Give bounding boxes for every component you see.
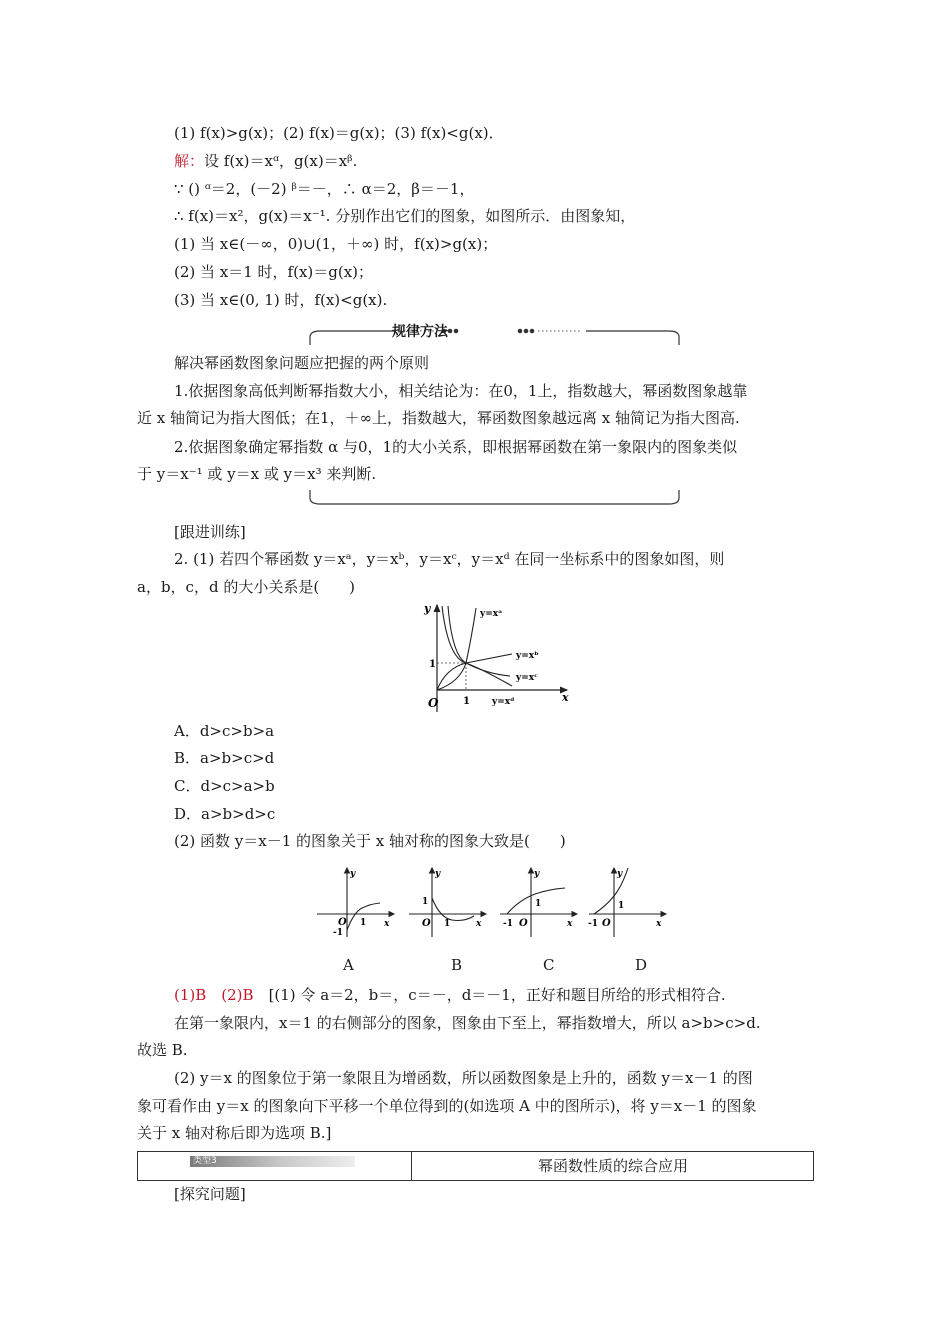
type-row-divider [411,1152,412,1180]
question-2: (2) 函数 y＝x－1 的图象关于 x 轴对称的图象大致是( ) [174,832,566,850]
fig1-label-d: y=xᵈ [492,697,515,707]
solution-line-1: (1) f(x)>g(x)；(2) f(x)＝g(x)；(3) f(x)<g(x)． [174,124,504,142]
graph-a [317,868,394,938]
answer-key: (1)B (2)B [174,986,254,1004]
graph-c-tick-neg1: -1 [503,919,513,929]
question-1b: a，b，c，d 的大小关系是( ) [137,578,356,596]
type-badge [190,1156,355,1167]
solution-line-6: (2) 当 x＝1 时，f(x)＝g(x)； [174,263,374,281]
question-1a: 2. (1) 若四个幂函数 y＝xᵃ，y＝xᵇ，y＝xᶜ，y＝xᵈ 在同一坐标系中的图象如图，则 [174,550,725,568]
method-box-title: 规律方法 [392,324,448,340]
method-point-1b: 近 x 轴简记为指大图低；在1，＋∞上，指数越大，幂函数图象越远离 x 轴简记为指大图高. [137,409,740,427]
fig1-y-axis: y [424,602,431,615]
option-a[interactable]: A．d>c>b>a [174,722,275,740]
graph-a-tick-1: 1 [360,918,367,928]
method-box-bottom-border [308,488,683,512]
type-header-row [137,1151,814,1181]
solution-line-4: ∴ f(x)＝x²，g(x)＝x⁻¹. 分别作出它们的图象，如图所示．由图象知， [174,207,636,225]
graph-a-x: x [384,919,390,929]
answer-line-2: 在第一象限内，x＝1 的右侧部分的图象，图象由下至上，幂指数增大，所以 a>b>c>d. [174,1014,761,1032]
graph-c-x: x [567,919,573,929]
type-badge-text: 类型3 [193,1156,217,1166]
graph-c-tick-1: 1 [535,899,542,909]
graph-c-y: y [534,869,540,879]
graph-d-x: x [656,919,662,929]
answer-line-3: 故选 B. [137,1041,188,1059]
method-box-top-border [308,323,683,347]
graph-d-tick-1: 1 [618,901,625,911]
fig1-label-b: y=xᵇ [516,651,539,661]
graph-b-y: y [435,869,441,879]
option-d[interactable]: D．a>b>d>c [174,805,276,823]
method-point-2a: 2.依据图象确定幂指数 α 与0，1的大小关系，即根据幂函数在第一象限内的图象类似 [174,438,738,456]
graph-label-a: A [343,956,354,974]
graph-label-d: D [635,956,648,974]
answer-line-4: (2) y＝x 的图象位于第一象限且为增函数，所以函数图象是上升的，函数 y＝x－1 的图 [174,1069,753,1087]
graph-d-y: y [617,869,623,879]
method-point-1a: 1.依据图象高低判断幂指数大小，相关结论为：在0，1上，指数越大，幂函数图象越靠 [174,382,748,400]
fig1-tick-x: 1 [463,696,470,707]
graph-a-y: y [350,869,356,879]
graph-b [409,868,486,937]
graph-a-tick-neg1: -1 [333,928,343,938]
answer-line-1-text: [(1) 令 a＝2，b＝，c＝－，d＝－1，正好和题目所给的形式相符合. [268,986,726,1004]
solution-line-3: ∵ () ᵅ＝2，(－2) ᵝ＝－，∴ α＝2，β＝－1， [174,180,475,198]
type-title: 幂函数性质的综合应用 [538,1157,689,1175]
graph-c [500,868,577,937]
graph-d [588,868,666,937]
graph-label-c: C [543,956,555,974]
method-heading: 解决幂函数图象问题应把握的两个原则 [174,354,430,372]
graph-d-tick-neg1: -1 [588,919,598,929]
graph-c-origin: O [519,918,528,929]
explore-header: [探究问题] [174,1185,246,1203]
answer-line-5: 象可看作由 y＝x 的图象向下平移一个单位得到的(如选项 A 中的图所示)，将 y＝x－1 的图象 [137,1097,757,1115]
fig1-tick-y: 1 [429,659,436,670]
option-c[interactable]: C．d>c>a>b [174,777,275,795]
solution-line-2-text: 设 f(x)＝xᵅ，g(x)＝xᵝ. [204,152,358,170]
graph-a-origin: O [338,917,347,928]
graph-b-tick-y1: 1 [422,897,429,907]
solution-label: 解： [174,152,205,170]
solution-line-2 [174,151,357,171]
solution-line-7: (3) 当 x∈(0, 1) 时，f(x)<g(x). [174,291,388,309]
fig1-origin: O [428,696,439,710]
solution-line-5: (1) 当 x∈(－∞，0)∪(1，＋∞) 时，f(x)>g(x)； [174,235,498,253]
fig1-label-c: y=xᶜ [516,673,538,683]
answer-line-6: 关于 x 轴对称后即为选项 B.] [137,1124,332,1142]
graph-b-x: x [476,919,482,929]
graph-b-origin: O [422,918,431,929]
graph-d-origin: O [602,918,611,929]
answer-line-1 [174,985,726,1005]
graph-label-b: B [451,956,463,974]
graph-b-tick-1: 1 [444,919,451,929]
power-functions-figure [412,600,577,715]
option-b[interactable]: B．a>b>c>d [174,749,275,767]
fig1-label-a: y=xᵃ [480,609,503,619]
choice-graphs [312,862,672,942]
fig1-x-axis: x [562,691,569,704]
practice-header: [跟进训练] [174,523,246,541]
method-point-2b: 于 y＝x⁻¹ 或 y＝x 或 y＝x³ 来判断. [137,465,377,483]
